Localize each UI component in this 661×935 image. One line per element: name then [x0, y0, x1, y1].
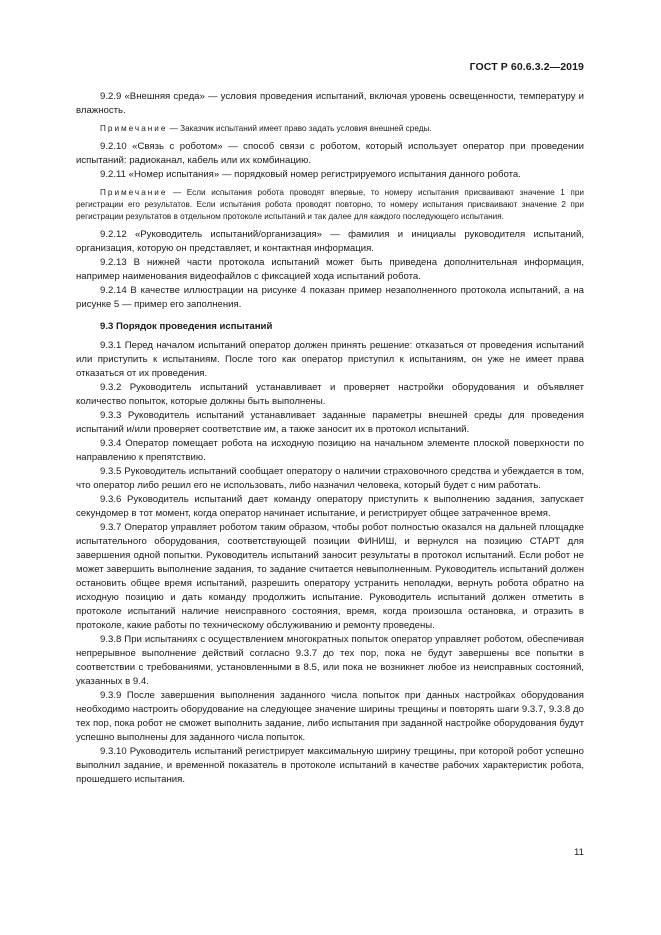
- paragraph-9-3-4: 9.3.4 Оператор помещает робота на исходную позицию на начальном элементе плоской поверхности по направлению к препятствию.: [76, 438, 584, 463]
- paragraph-9-2-14: 9.2.14 В качестве иллюстрации на рисунке 4 показан пример незаполненного протокола испытаний, а на рисунке 5 — пример его заполнения.: [76, 285, 584, 310]
- paragraph-9-3-7: 9.3.7 Оператор управляет роботом таким образом, чтобы робот полностью оказался на дальней площадке испытательного оборудования, соответствующей позиции ФИНИШ, и вернулся на позицию СТАРТ для завершения одной попытки. Руководитель испытаний заносит результаты в протокол испытаний. Если робот не может завершить выполнение задания, то задание считается невыполненным. Руководитель испытаний должен остановить общее время испытаний, разрешить оператору устранить неполадки, вернуть робота обратно на исходную позицию и дать команду продолжить испытание. Руководитель испытаний должен отметить в протоколе испытаний наличие неисправного состояния, время, когда произошла остановка, и отразить в протоколе, какие работы по техническому обслуживанию и ремонту проведены.: [76, 522, 584, 631]
- paragraph-9-3-6: 9.3.6 Руководитель испытаний дает команду оператору приступить к выполнению задания, запускает секундомер в тот момент, когда оператор начинает испытание, и регистрирует общее затраченное время.: [76, 494, 584, 519]
- note-text: — Если испытания робота проводят впервые, то номеру испытания присваивают значение 1 при регистрации его результатов. Если испытания робота проводят повторно, то номеру испытания присваивают значение 2 при регистрации результатов в отдельном протоколе испытаний и так далее для каждого последующего испытания.: [76, 188, 584, 221]
- note-2: [76, 187, 584, 223]
- note-text: — Заказчик испытаний имеет право задать условия внешней среды.: [167, 124, 432, 133]
- paragraph-9-3-9: 9.3.9 После завершения выполнения заданного числа попыток при данных настройках оборудования необходимо настроить оборудование на следующее значение ширины трещины и повторять шаги 9.3.7, 9.3.8 до тех пор, пока робот не сможет выполнить задание, либо испытания при заданной настройке оборудования будут успешно выполнены для заданного числа попыток.: [76, 690, 584, 743]
- page-content: [76, 90, 584, 787]
- paragraph-9-3-3: 9.3.3 Руководитель испытаний устанавливает заданные параметры внешней среды для проведения испытаний и/или проверяет соответствие им, а также заносит их в протокол испытаний.: [76, 410, 584, 435]
- paragraph-9-2-12: 9.2.12 «Руководитель испытаний/организация» — фамилия и инициалы руководителя испытаний, организация, которую он представляет, и контактная информация.: [76, 229, 584, 254]
- note-label: Примечание: [100, 124, 168, 133]
- paragraph-9-3-2: 9.3.2 Руководитель испытаний устанавливает и проверяет настройки оборудования и объявляет количество попыток, которые должны быть выполнены.: [76, 382, 584, 407]
- paragraph-9-3-8: 9.3.8 При испытаниях с осуществлением многократных попыток оператор управляет роботом, обеспечивая непрерывное выполнение действий согласно 9.3.7 до тех пор, пока не будут завершены все попытки в соответствии с требованиями, установленными в 8.5, или пока не возникнет любое из неисправных состояний, указанных в 9.4.: [76, 634, 584, 687]
- paragraph-9-2-13: 9.2.13 В нижней части протокола испытаний может быть приведена дополнительная информация, например наименования видеофайлов с фиксацией хода испытаний робота.: [76, 257, 584, 282]
- paragraph-9-2-11: 9.2.11 «Номер испытания» — порядковый номер регистрируемого испытания данного робота.: [100, 169, 521, 180]
- paragraph-9-3-5: 9.3.5 Руководитель испытаний сообщает оператору о наличии страховочного средства и убеждается в том, что оператор либо решил его не использовать, либо назначил человека, который будет с ним работать.: [76, 466, 584, 491]
- section-heading-9-3: 9.3 Порядок проведения испытаний: [100, 321, 273, 332]
- note-label: Примечание: [100, 188, 168, 197]
- paragraph-9-2-9: 9.2.9 «Внешняя среда» — условия проведения испытаний, включая уровень освещенности, температуру и влажность.: [76, 91, 584, 116]
- paragraph-9-3-10: 9.3.10 Руководитель испытаний регистрирует максимальную ширину трещины, при которой робот успешно выполнил задание, и временной показатель в протоколе испытаний в качестве рабочих характеристик робота, прошедшего испытания.: [76, 746, 584, 785]
- paragraph-9-2-10: 9.2.10 «Связь с роботом» — способ связи с роботом, который использует оператор при проведении испытаний: радиоканал, кабель или их комбинацию.: [76, 141, 584, 166]
- paragraph-9-3-1: 9.3.1 Перед началом испытаний оператор должен принять решение: отказаться от проведения испытаний или приступить к испытаниям. После того как оператор приступил к испытаниям, он уже не имеет права отказаться от их проведения.: [76, 340, 584, 379]
- note-1: [76, 123, 584, 135]
- page-number: 11: [574, 847, 584, 858]
- document-code: ГОСТ Р 60.6.3.2—2019: [469, 61, 584, 73]
